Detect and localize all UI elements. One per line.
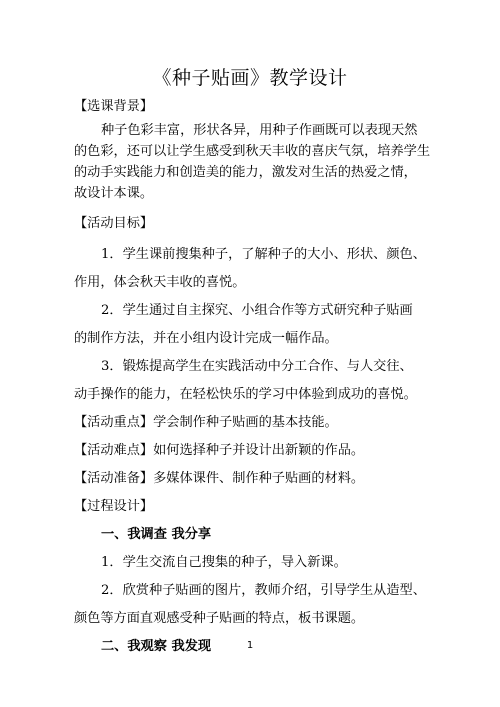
focus-label: 【活动重点】 bbox=[74, 415, 154, 430]
background-line: 的色彩，还可以让学生感受到秋天丰收的喜庆气氛，培养学生 bbox=[74, 144, 431, 159]
process-item-line: 颜色等方面直观感受种子贴画的特点，板书课题。 bbox=[74, 611, 365, 626]
difficulty-line bbox=[74, 440, 430, 461]
goal-item-line: 的制作方法，并在小组内设计完成一幅作品。 bbox=[74, 331, 338, 346]
process-section-title: 二、我观察 我发现 bbox=[101, 639, 212, 654]
page-number: 1 bbox=[246, 640, 254, 651]
goal-item-line: 动手操作的能力，在轻松快乐的学习中体验到成功的喜悦。 bbox=[74, 387, 417, 402]
prep-text: 多媒体课件、制作种子贴画的材料。 bbox=[153, 471, 365, 486]
process-item-line: 2．欣赏种子贴画的图片，教师介绍，引导学生从造型、 bbox=[101, 583, 426, 598]
process-section-title: 一、我调查 我分享 bbox=[101, 527, 212, 542]
difficulty-text: 如何选择种子并设计出新颖的作品。 bbox=[153, 443, 365, 458]
document-body bbox=[74, 94, 430, 657]
focus-line bbox=[74, 412, 430, 433]
document-title: 《种子贴画》教学设计 bbox=[152, 67, 348, 89]
section-heading-process: 【过程设计】 bbox=[74, 499, 154, 514]
difficulty-label: 【活动难点】 bbox=[74, 443, 154, 458]
goal-item-line: 2．学生通过自主探究、小组合作等方式研究种子贴画 bbox=[101, 303, 413, 318]
prep-line bbox=[74, 468, 430, 489]
goal-item-line: 作用，体会秋天丰收的喜悦。 bbox=[74, 275, 246, 290]
focus-text: 学会制作种子贴画的基本技能。 bbox=[153, 415, 338, 430]
section-heading-background: 【选课背景】 bbox=[74, 99, 154, 114]
prep-label: 【活动准备】 bbox=[74, 471, 154, 486]
background-line: 种子色彩丰富，形状各异，用种子作画既可以表现天然 bbox=[101, 123, 418, 138]
background-paragraph bbox=[74, 120, 430, 204]
background-line: 的动手实践能力和创造美的能力，激发对生活的热爱之情， bbox=[74, 165, 417, 180]
section-heading-goals: 【活动目标】 bbox=[74, 216, 154, 231]
goal-item-line: 3．锻炼提高学生在实践活动中分工合作、与人交往、 bbox=[101, 359, 413, 374]
process-item-line: 1．学生交流自己搜集的种子，导入新课。 bbox=[101, 555, 347, 570]
background-line: 故设计本课。 bbox=[74, 186, 154, 201]
goal-item-line: 1．学生课前搜集种子，了解种子的大小、形状、颜色、 bbox=[101, 247, 426, 262]
